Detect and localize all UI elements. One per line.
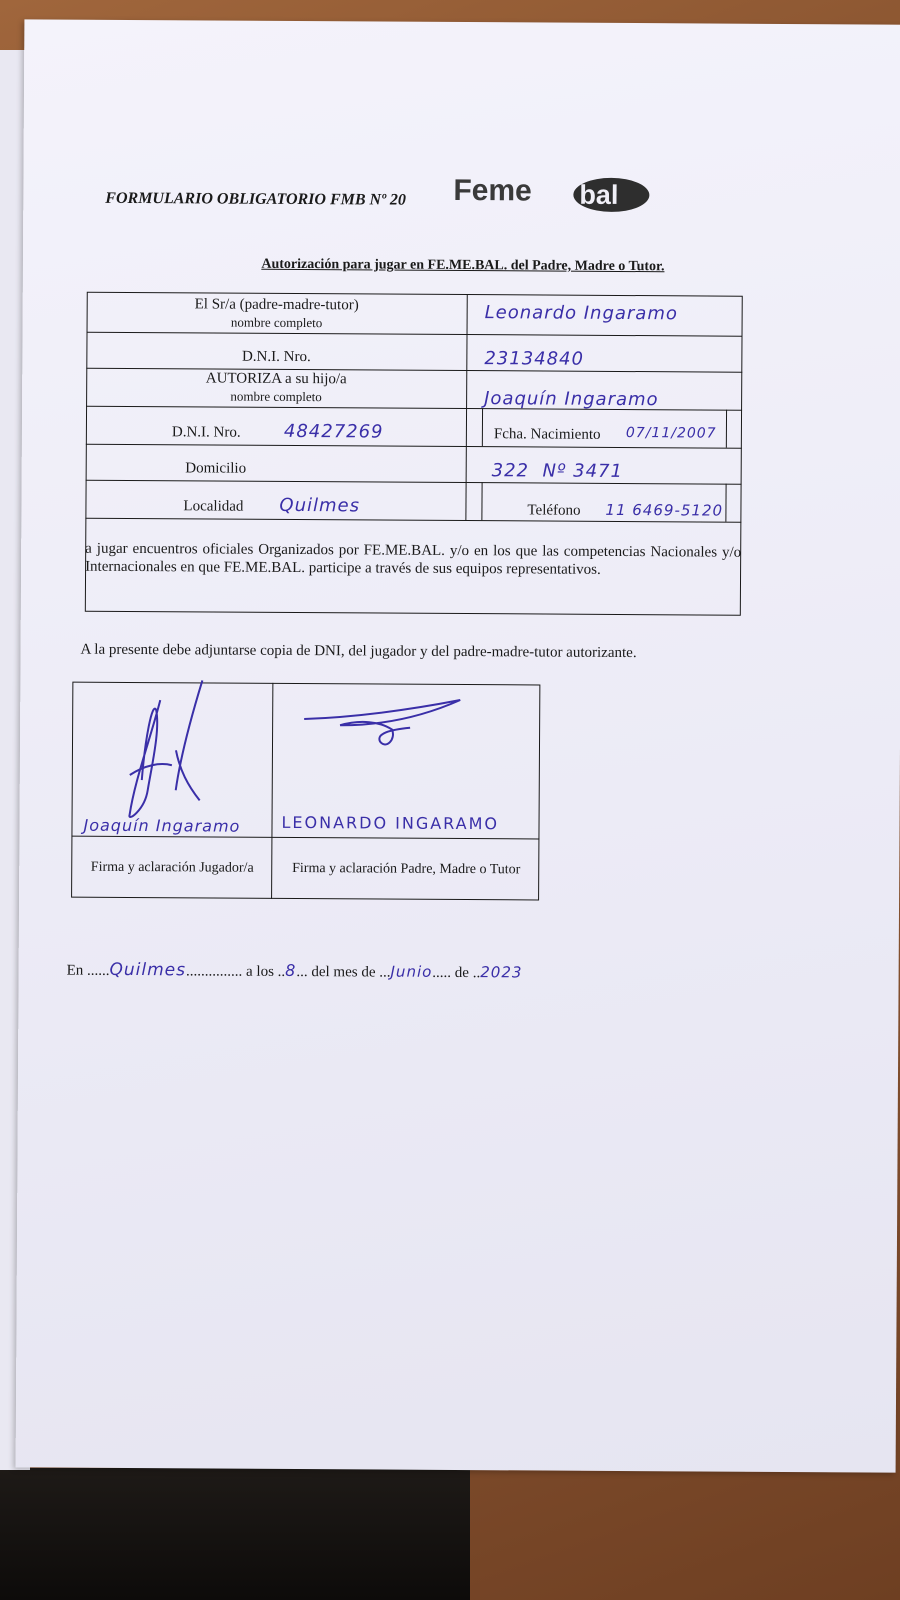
tutor-dni-label: D.N.I. Nro. — [241, 348, 311, 366]
year-value: 2023 — [480, 963, 523, 982]
svg-text:Feme: Feme — [453, 173, 532, 208]
place-date-line — [67, 960, 523, 983]
column-divider — [726, 410, 727, 448]
month-value: Junio — [390, 962, 433, 981]
form-sheet — [16, 19, 900, 1472]
dotted-line: ..... — [432, 964, 452, 981]
phone-label: Teléfono — [527, 502, 581, 519]
place-value: Quilmes — [109, 959, 187, 981]
child-sublabel: nombre completo — [230, 388, 322, 405]
dark-object — [0, 1468, 470, 1600]
child-name-value: Joaquín Ingaramo — [484, 388, 659, 411]
address-label: Domicilio — [185, 460, 247, 477]
child-dni-value: 48427269 — [283, 420, 384, 443]
svg-text:bal: bal — [579, 179, 619, 210]
tutor-dni-value: 23134840 — [484, 348, 585, 370]
tutor-label: El Sr/a (padre-madre-tutor) — [194, 296, 359, 314]
player-printed-name: Joaquín Ingaramo — [83, 815, 241, 836]
tutor-sublabel: nombre completo — [230, 314, 323, 331]
form-title: FORMULARIO OBLIGATORIO FMB Nº 20 — [105, 189, 406, 209]
parent-printed-name: LEONARDO INGARAMO — [281, 812, 500, 834]
child-label: AUTORIZA a su hijo/a — [205, 370, 347, 388]
form-subtitle: Autorización para jugar en FE.ME.BAL. del Padre, Madre o Tutor. — [261, 256, 665, 275]
dotted-line: ...... — [86, 962, 110, 979]
child-dni-label: D.N.I. Nro. — [171, 424, 241, 441]
dotted-line: .. — [472, 965, 481, 982]
a-los-label: a los — [245, 963, 274, 980]
en-label: En — [66, 962, 84, 979]
birth-date-label: Fcha. Nacimiento — [493, 426, 601, 443]
phone-value: 11 6469-5120 — [605, 500, 724, 520]
address-value: 322 Nº 3471 — [491, 460, 624, 482]
player-signature-caption: Firma y aclaración Jugador/a — [90, 859, 254, 876]
femebal-logo — [453, 162, 653, 223]
birth-date-value: 07/11/2007 — [625, 425, 717, 442]
dotted-line: ............... — [185, 963, 243, 980]
dotted-line: .. — [277, 963, 286, 980]
city-value: Quilmes — [279, 494, 361, 517]
tutor-name-value: Leonardo Ingaramo — [484, 302, 678, 325]
authorization-text: a jugar encuentros oficiales Organizados por FE.ME.BAL. y/o en los que las competencias Nacionales y/o Internacionales en que FE.ME.BAL. participe a través de sus equipos representativos. — [85, 540, 742, 578]
del-mes-label: del mes de — [311, 964, 376, 981]
attachment-note: A la presente debe adjuntarse copia de DNI, del jugador y del padre-madre-tutor autorizante. — [80, 641, 637, 662]
dotted-line: ... — [379, 964, 391, 981]
dotted-line: ... — [296, 964, 308, 981]
parent-signature-caption: Firma y aclaración Padre, Madre o Tutor — [292, 860, 521, 878]
player-signature-mark — [90, 670, 231, 821]
day-value: 8 — [285, 960, 297, 981]
parent-signature-mark — [300, 689, 470, 760]
city-label: Localidad — [183, 498, 244, 515]
de-label: de — [454, 964, 470, 982]
